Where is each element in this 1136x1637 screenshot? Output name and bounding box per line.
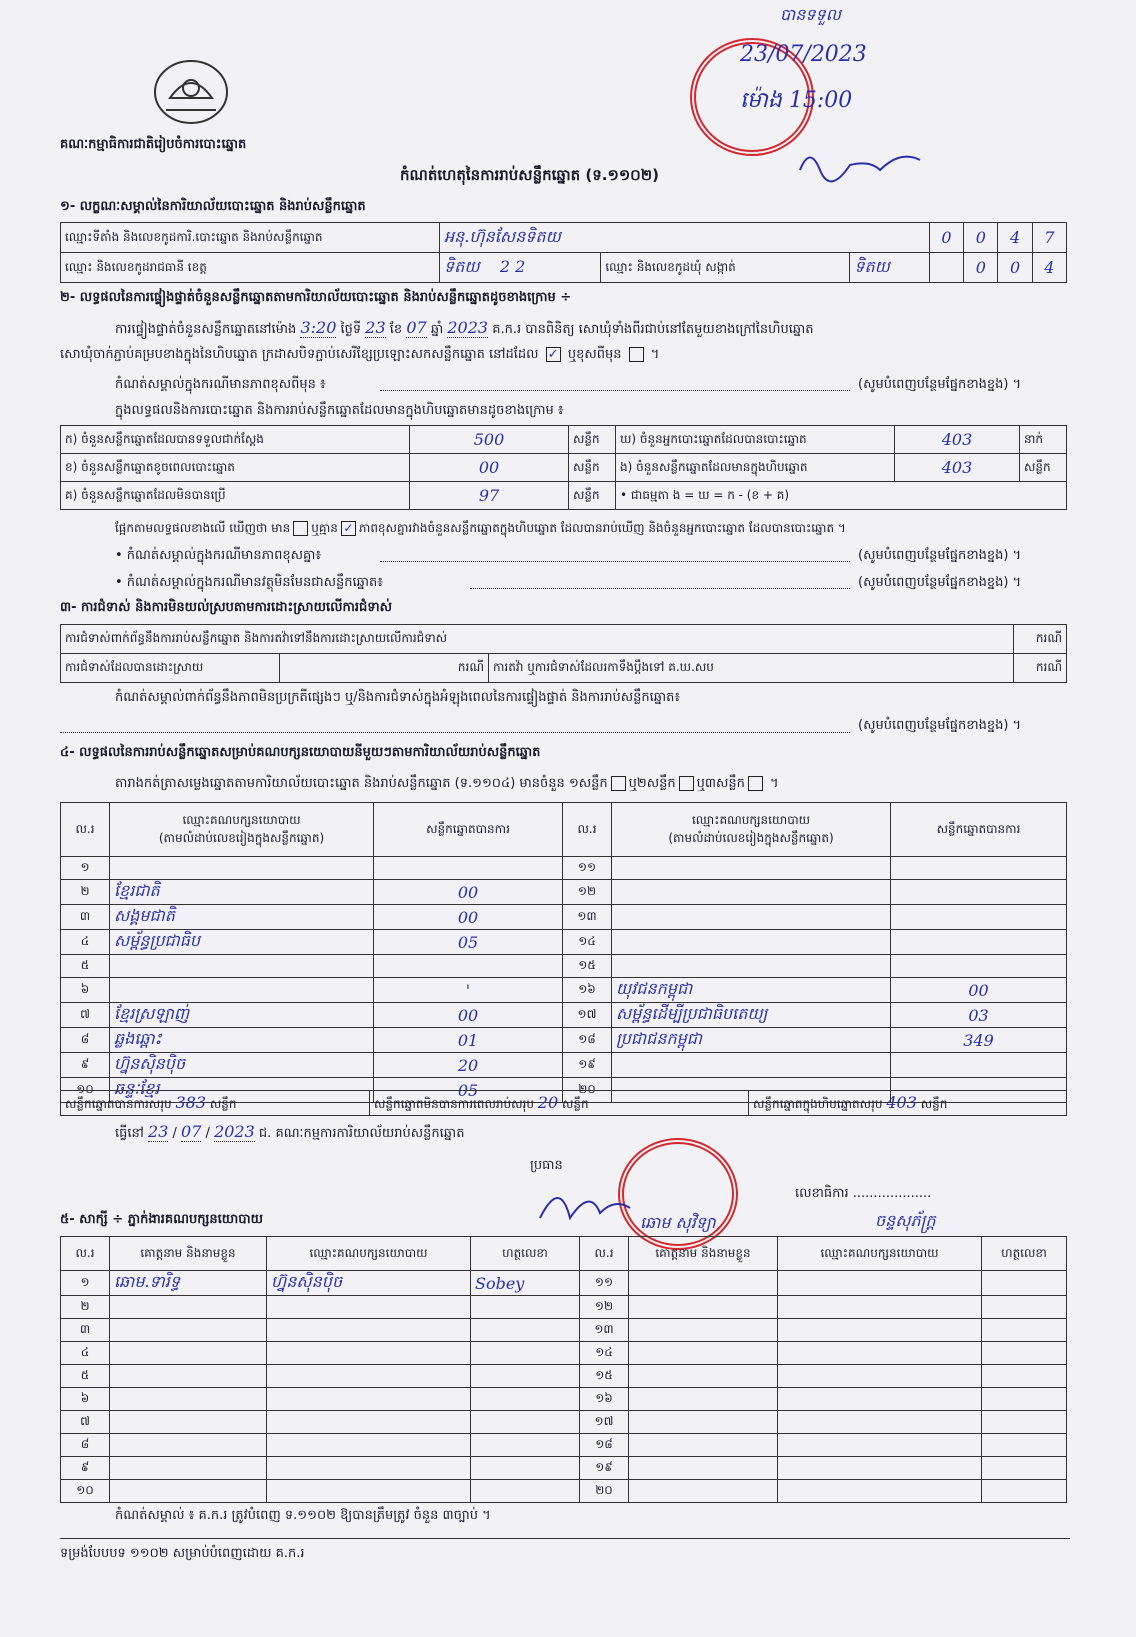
discrepancy-line: ផ្អែកតាមលទ្ធផលខាងលើ ឃើញថា មាន ឬគ្មាន ✓ ភាពខុសគ្នារវាងចំនួនសន្លឹកឆ្នោតក្នុងហិបឆ្នោត ដែលបានរាប់ឃើញ និងចំនួនអ្នកបោះឆ្នោត ដែលបានបោះឆ្នោត ។ bbox=[115, 521, 846, 535]
table-row: ១០ ២០ bbox=[61, 1480, 1067, 1503]
table-row: ៣ សង្គមជាតិ 00 ១៣ bbox=[61, 905, 1067, 930]
section1-heading: ១- លក្ខណៈសម្គាល់នៃការិយាល័យបោះឆ្នោត និងរាប់សន្លឹកឆ្នោត bbox=[60, 199, 366, 214]
discrepancy-note-line[interactable] bbox=[380, 561, 850, 562]
irregularity-note-label: កំណត់សម្គាល់ពាក់ព័ន្ធនឹងភាពមិនប្រក្រតីផ្សេងៗ ឬ/និងការជំទាស់ក្នុងអំឡុងពេលនៃការផ្ទៀងផ្ទាត់ និងការរាប់សន្លឹកឆ្នោត៖ bbox=[115, 690, 681, 705]
committee-name: គណៈកម្មាធិការជាតិរៀបចំការបោះឆ្នោត bbox=[60, 137, 247, 152]
table-row: ២ ខ្មែរជាតិ 00 ១២ bbox=[61, 880, 1067, 905]
table-row: ៨ ឆ្លងឆ្ពោះ 01 ១៨ ប្រជាជនកម្ពុជា 349 bbox=[61, 1028, 1067, 1053]
received-label: ក) ចំនួនសន្លឹកឆ្នោតដែលបានទទួលជាក់ស្តែង bbox=[61, 426, 410, 454]
witness-table: ល.រ គោត្តនាម និងនាមខ្លួន ឈ្មោះគណបក្សនយោបាយ ហត្ថលេខា ល.រ គោត្តនាម និងនាមខ្លួន ឈ្មោះគណបក្សនយោបាយ ហត្ថលេខា ១ ឆោម.ទារិទ្ធ ហ្វ៊ុនស៊ិនប៉ិច Sobey ១១ ២ ១២ ៣ ១៣ ៤ ១៤ ៥ ១៥ ៦ ១៦ ៧ ១៧ ៨ ១៨ ៩ ១៩ ១០ ២០ bbox=[60, 1236, 1067, 1503]
difference-note-label: កំណត់សម្គាល់ក្នុងករណីមានភាពខុសពីមុន ៖ bbox=[115, 377, 326, 392]
table-row: ៦ ' ១៦ យុវជនកម្ពុជា 00 bbox=[61, 978, 1067, 1003]
in-box-value: 403 bbox=[895, 454, 1020, 482]
spoiled-value: 00 bbox=[410, 454, 569, 482]
location-value: អនុ.ហ៊ុនសែនទិតយ bbox=[440, 223, 930, 253]
location-code-4: 7 bbox=[1032, 223, 1066, 253]
chair-label: ប្រធាន bbox=[530, 1158, 563, 1173]
commune-value: ទិតយ bbox=[850, 253, 930, 283]
emblem-logo bbox=[152, 58, 230, 126]
location-code-3: 4 bbox=[998, 223, 1032, 253]
table-row: ៥ ១៥ bbox=[61, 955, 1067, 978]
verification-line-2: សោឃុំចាក់ភ្ជាប់គម្របខាងក្នុងនៃហិបឆ្នោត ក្រដាសបិទភ្ជាប់សេរីខ្សែប្រឡោះសកសន្លឹកឆ្នោត នៅដដែល ✓ ឬខុសពីមុន ។ bbox=[60, 347, 660, 362]
location-code-1: 0 bbox=[929, 223, 963, 253]
fill-back-note-1: (សូមបំពេញបន្ថែមផ្នែកខាងខ្នង) ។ bbox=[858, 377, 1022, 392]
table-row: ៥ ១៥ bbox=[61, 1365, 1067, 1388]
table-row: ១ ឆោម.ទារិទ្ធ ហ្វ៊ុនស៊ិនប៉ិច Sobey ១១ bbox=[61, 1271, 1067, 1296]
no-discrepancy-checkbox[interactable]: ✓ bbox=[341, 521, 356, 536]
receiver-signature bbox=[790, 140, 930, 190]
irregularity-note-line[interactable] bbox=[60, 732, 850, 733]
table-row: ៧ ១៧ bbox=[61, 1411, 1067, 1434]
different-checkbox[interactable] bbox=[629, 347, 644, 362]
province-label: ឈ្មោះ និងលេខកូដរាជធានី ខេត្ត bbox=[61, 253, 440, 283]
section3-heading: ៣- ការជំទាស់ និងការមិនយល់ស្របតាមការដោះស្រាយលើការជំទាស់ bbox=[60, 600, 392, 615]
secretary-label: លេខាធិការ ................... bbox=[795, 1186, 932, 1201]
ballot-count-table: ក) ចំនួនសន្លឹកឆ្នោតដែលបានទទួលជាក់ស្តែង 500 សន្លឹក ឃ) ចំនួនអ្នកបោះឆ្នោតដែលបានបោះឆ្នោត 403 នាក់ ខ) ចំនួនសន្លឹកឆ្នោតខូចពេលបោះឆ្នោត 00 សន្លឹក ង) ចំនួនសន្លឹកឆ្នោតដែលមានក្នុងហិបឆ្នោត 403 សន្លឹក គ) ចំនួនសន្លឹកឆ្នោតដែលមិនបានប្រើ 97 សន្លឹក • ជាធម្មតា ង = ឃ = ក - (ខ + គ) bbox=[60, 425, 1067, 510]
commune-code-1: 0 bbox=[964, 253, 998, 283]
in-box-label: ង) ចំនួនសន្លឹកឆ្នោតដែលមានក្នុងហិបឆ្នោត bbox=[616, 454, 895, 482]
table-row: ២ ១២ bbox=[61, 1296, 1067, 1319]
totals-table bbox=[60, 1090, 1067, 1116]
two-sheet-checkbox[interactable] bbox=[679, 776, 694, 791]
objection-table: ការជំទាស់ពាក់ព័ន្ធនឹងការរាប់សន្លឹកឆ្នោត និងការតវ៉ាទៅនឹងការដោះស្រាយលើការជំទាស់ ករណី ការជំទាស់ដែលបានដោះស្រាយ ករណី ការតវ៉ា ឬការជំទាស់ដែលរកាទឹងប្តឹងទៅ គ.ឃ.សប ករណី bbox=[60, 624, 1067, 683]
foreign-object-note-line[interactable] bbox=[470, 588, 850, 589]
commune-code-3: 4 bbox=[1032, 253, 1066, 283]
formula-note: • ជាធម្មតា ង = ឃ = ក - (ខ + គ) bbox=[616, 482, 1067, 510]
tally-sheet-line: តារាងកត់ត្រាសម្លេងឆ្នោតតាមការិយាល័យបោះឆ្នោត និងរាប់សន្លឹកឆ្នោត (ទ.១១០៤) មានចំនួន ១សន្លឹក ឬ២សន្លឹក ឬ៣សន្លឹក ។ bbox=[115, 776, 779, 791]
voters-label: ឃ) ចំនួនអ្នកបោះឆ្នោតដែលបានបោះឆ្នោត bbox=[616, 426, 895, 454]
section5-heading: ៥- សាក្សី ÷ ភ្នាក់ងារគណបក្សនយោបាយ bbox=[60, 1212, 263, 1227]
fill-back-note-2: (សូមបំពេញបន្ថែមផ្នែកខាងខ្នង) ។ bbox=[858, 548, 1022, 563]
unused-value: 97 bbox=[410, 482, 569, 510]
table-row: ៩ ១៩ bbox=[61, 1457, 1067, 1480]
stamp-date: 23/07/2023 bbox=[740, 42, 867, 67]
province-value: ទិតយ 2 2 bbox=[440, 253, 601, 283]
foreign-object-note-label: • កំណត់សម្គាល់ក្នុងករណីមានវត្ថុមិនមែនជាសន្លឹកឆ្នោត៖ bbox=[115, 575, 383, 590]
table-row: ៣ ១៣ bbox=[61, 1319, 1067, 1342]
done-at-line: ធ្វើនៅ 23 / 07 / 2023 ជ. គណៈកម្មការការិយាល័យរាប់សន្លឹកឆ្នោត bbox=[115, 1122, 465, 1141]
location-code-2: 0 bbox=[964, 223, 998, 253]
section2-heading: ២- លទ្ធផលនៃការផ្ទៀងផ្ទាត់ចំនួនសន្លឹកឆ្នោតតាមការិយាល័យបោះឆ្នោត និងរាប់សន្លឹកឆ្នោតដូចខាងក្រោម ÷ bbox=[60, 290, 572, 305]
copies-note: កំណត់សម្គាល់ ៖ គ.ក.រ ត្រូវបំពេញ ទ.១១០២ ឱ្យបានត្រឹមត្រូវ ចំនួន ៣ច្បាប់ ។ bbox=[115, 1508, 491, 1523]
difference-note-line[interactable] bbox=[380, 390, 850, 391]
footer-divider bbox=[60, 1538, 1070, 1539]
total-valid: សន្លឹកឆ្នោតបានការសរុប 383 សន្លឹក bbox=[61, 1091, 370, 1116]
results-table: ល.រ ឈ្មោះគណបក្សនយោបាយ (តាមលំដាប់លេខរៀងក្នុងសន្លឹកឆ្នោត) សន្លឹកឆ្នោតបានការ ល.រ ឈ្មោះគណបក្សនយោបាយ (តាមលំដាប់លេខរៀងក្នុងសន្លឹកឆ្នោត) សន្លឹកឆ្នោតបានការ ១ ១១ ២ ខ្មែរជាតិ 00 ១២ ៣ សង្គមជាតិ 00 ១៣ ៤ សម្ព័ន្ធប្រជាធិប 05 ១៤ ៥ ១៥ ៦ ' ១៦ យុវជនកម្ពុជា 00 ៧ ខ្មែរស្រឡាញ់ 00 ១៧ សម្ព័ន្ធដើម្បីប្រជាធិបតេយ្យ 03 ៨ ឆ្លងឆ្ពោះ 01 ១៨ ប្រជាជនកម្ពុជា 349 ៩ ហ្វ៊ុនស៊ិនប៉ិច 20 ១៩ ១០ ឆន្ទៈខ្មែរ 05 ២០ bbox=[60, 802, 1067, 1103]
three-sheet-checkbox[interactable] bbox=[748, 776, 763, 791]
has-discrepancy-checkbox[interactable] bbox=[293, 521, 308, 536]
total-invalid: សន្លឹកឆ្នោតមិនបានការពេលរាប់សរុប 20 សន្លឹក bbox=[370, 1091, 749, 1116]
stamp-note: បានទទួល bbox=[780, 5, 841, 24]
voters-value: 403 bbox=[895, 426, 1020, 454]
objection-count-label: ការជំទាស់ពាក់ព័ន្ធនឹងការរាប់សន្លឹកឆ្នោត និងការតវ៉ាទៅនឹងការដោះស្រាយលើការជំទាស់ bbox=[61, 625, 1014, 654]
table-row: ១ ១១ bbox=[61, 857, 1067, 880]
total-in-box: សន្លឹកឆ្នោតក្នុងហិបឆ្នោតសរុប 403 សន្លឹក bbox=[749, 1091, 1067, 1116]
location-table bbox=[60, 222, 1067, 283]
secretary-name: ចន្ទសុភ័ក្ត្រ bbox=[875, 1211, 936, 1230]
discrepancy-note-label: • កំណត់សម្គាល់ក្នុងករណីមានភាពខុសគ្នា៖ bbox=[115, 548, 322, 563]
commune-code-2: 0 bbox=[998, 253, 1032, 283]
chair-signature bbox=[530, 1178, 640, 1238]
stamp-time: ម៉ោង 15:00 bbox=[740, 88, 853, 113]
received-value: 500 bbox=[410, 426, 569, 454]
verification-line-1: ការផ្ទៀងផ្ទាត់ចំនួនសន្លឹកឆ្នោតនៅម៉ោង 3:20 ថ្ងៃទី 23 ខែ 07 ឆ្នាំ 2023 គ.ក.រ បានពិនិត្យ សោឃុំទាំងពីរជាប់នៅតែមួយខាងក្រៅនៃហិបឆ្នោត bbox=[115, 318, 814, 337]
unused-label: គ) ចំនួនសន្លឹកឆ្នោតដែលមិនបានប្រើ bbox=[61, 482, 410, 510]
footer-note: ទម្រង់បែបបទ ១១០២ សម្រាប់បំពេញដោយ គ.ក.រ bbox=[60, 1546, 305, 1561]
fill-back-note-3: (សូមបំពេញបន្ថែមផ្នែកខាងខ្នង) ។ bbox=[858, 575, 1022, 590]
appealed-label: ការតវ៉ា ឬការជំទាស់ដែលរកាទឹងប្តឹងទៅ គ.ឃ.សប bbox=[489, 654, 1014, 683]
same-checkbox[interactable]: ✓ bbox=[546, 347, 561, 362]
location-label: ឈ្មោះទីតាំង និងលេខកូដការិ.បោះឆ្នោត និងរាប់សន្លឹកឆ្នោត bbox=[61, 223, 440, 253]
section4-heading: ៤- លទ្ធផលនៃការរាប់សន្លឹកឆ្នោតសម្រាប់គណបក្សនយោបាយនីមួយៗតាមការិយាល័យរាប់សន្លឹកឆ្នោត bbox=[60, 745, 541, 760]
table-row: ៦ ១៦ bbox=[61, 1388, 1067, 1411]
commune-label: ឈ្មោះ និងលេខកូដឃុំ សង្កាត់ bbox=[601, 253, 850, 283]
one-sheet-checkbox[interactable] bbox=[611, 776, 626, 791]
spoiled-label: ខ) ចំនួនសន្លឹកឆ្នោតខូចពេលបោះឆ្នោត bbox=[61, 454, 410, 482]
table-row: ១០ ឆន្ទៈខ្មែរ 05 ២០ bbox=[61, 1078, 1067, 1103]
fill-back-note-4: (សូមបំពេញបន្ថែមផ្នែកខាងខ្នង) ។ bbox=[858, 718, 1022, 733]
table-row: ៤ ១៤ bbox=[61, 1342, 1067, 1365]
table-row: ៨ ១៨ bbox=[61, 1434, 1067, 1457]
table-row: ៧ ខ្មែរស្រឡាញ់ 00 ១៧ សម្ព័ន្ធដើម្បីប្រជាធិបតេយ្យ 03 bbox=[61, 1003, 1067, 1028]
form-title: កំណត់ហេតុនៃការរាប់សន្លឹកឆ្នោត (ទ.១១០២) bbox=[400, 166, 660, 184]
table-row: ៩ ហ្វ៊ុនស៊ិនប៉ិច 20 ១៩ bbox=[61, 1053, 1067, 1078]
chair-name: ឆោម សុវិទ្យា bbox=[640, 1213, 716, 1232]
resolved-label: ការជំទាស់ដែលបានដោះស្រាយ bbox=[61, 654, 280, 683]
results-intro: ក្នុងលទ្ធផលនិងការបោះឆ្នោត និងការរាប់សន្លឹកឆ្នោតដែលមានក្នុងហិបឆ្នោតមានដូចខាងក្រោម ៖ bbox=[115, 403, 564, 418]
table-row: ៤ សម្ព័ន្ធប្រជាធិប 05 ១៤ bbox=[61, 930, 1067, 955]
